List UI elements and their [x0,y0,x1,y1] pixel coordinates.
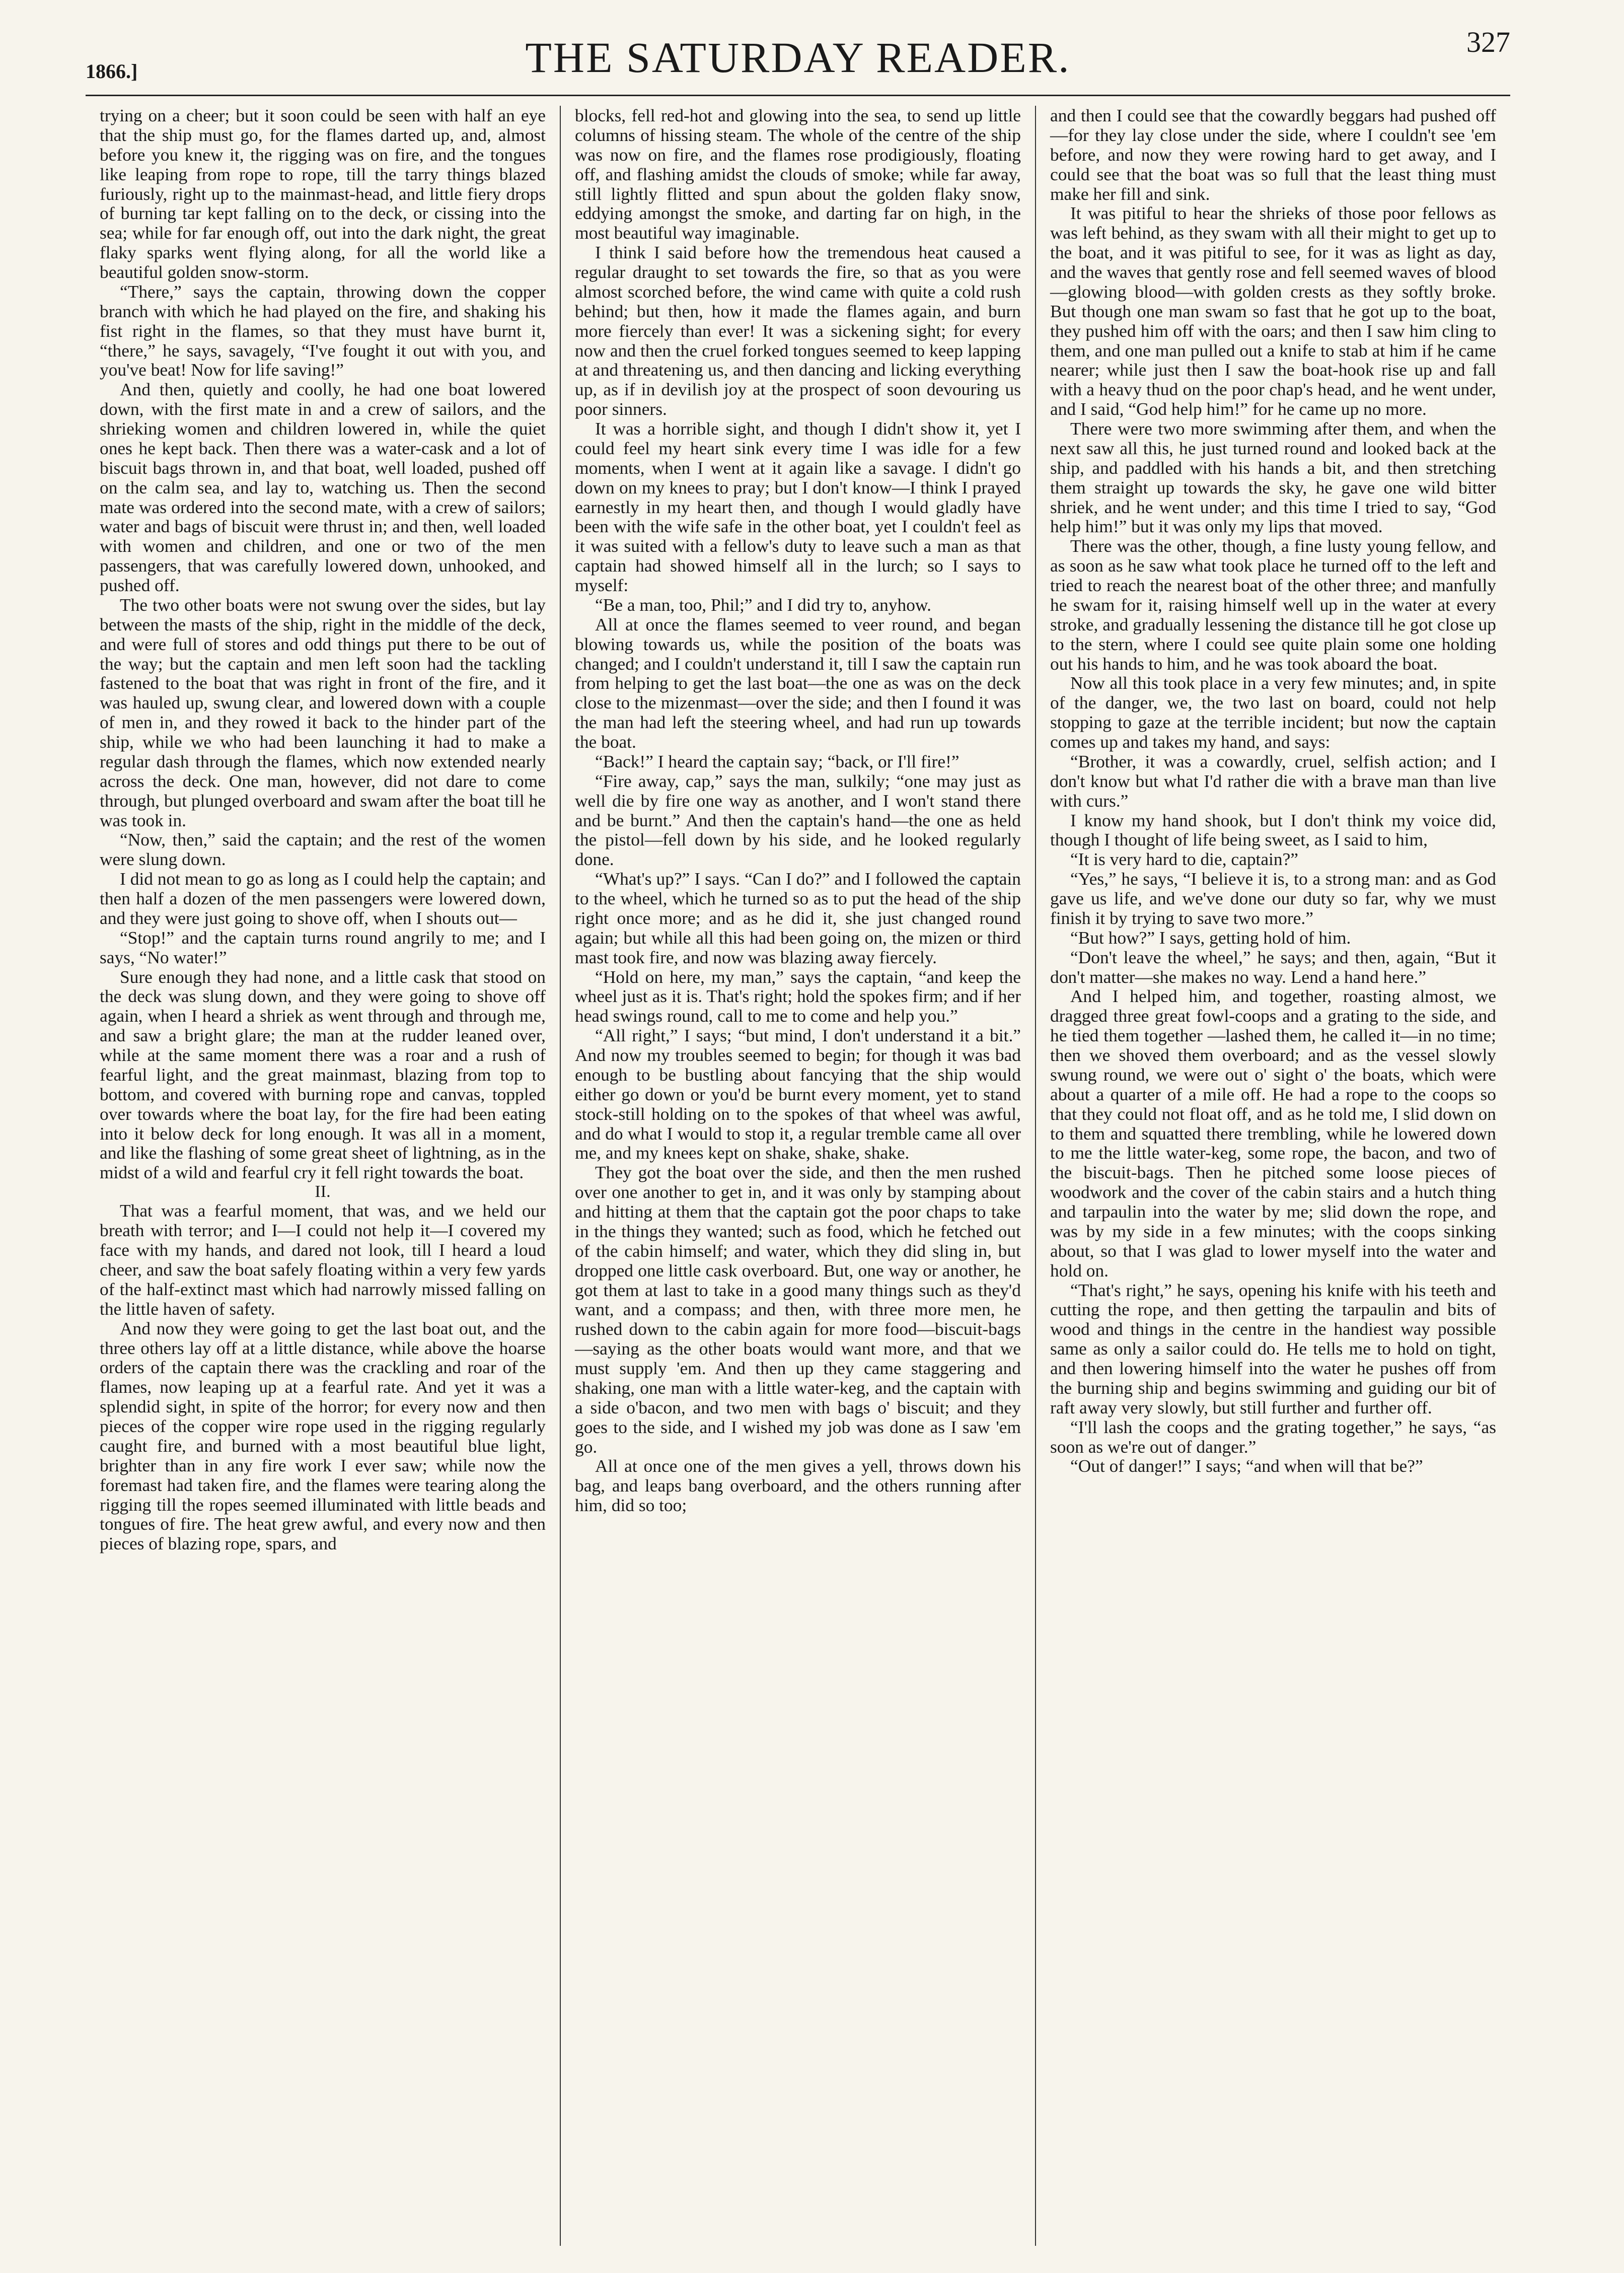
paragraph: That was a fearful moment, that was, and we held our breath with terror; and I—I could not help it—I covered my face with my hands, and dared not look, till I heard a loud cheer, and saw the boat safely floating within a very few yards of the half-extinct mast which had narrowly missed falling on the little haven of safety. [100,1200,546,1319]
paragraph: “Out of danger!” I says; “and when will that be?” [1070,1456,1423,1476]
paragraph: They got the boat over the side, and then the men rushed over one another to get in, and it was only by stamping about and hitting at them that the captain got the poor chaps to take in the things they wanted; such as food, which he fetched out of the cabin himself; and water, which they did sling in, but dropped one little cask overboard. But, one way or another, he got them at last to take in a good many things such as they'd want, and a compass; and then, with three more men, he rushed down to the cabin again for more food—biscuit-bags—saying as the other boats would want more, and that we must supply 'em. And then up they came staggering and shaking, one man with a little water-keg, and the captain with a side o'bacon, and two men with bags o' biscuit; and they goes to the side, and I wished my job was done as I saw 'em go. [575,1162,1021,1457]
paragraph: “Yes,” he says, “I believe it is, to a strong man: and as God gave us life, and we've done our duty so far, why we must finish it by trying to save two more.” [1050,869,1496,928]
text-columns [86,106,1510,2246]
paragraph: “Don't leave the wheel,” he says; and then, again, “But it don't matter—she makes no way. Lend a hand here.” [1050,947,1496,987]
paragraph: Sure enough they had none, and a little cask that stood on the deck was slung down, and they were going to shove off again, when I heard a shriek as went through and through me, and saw a bright glare; the man at the rudder leaned over, while at the same moment there was a roar and a rush of fearful light, and the great mainmast, blazing from top to bottom, and covered with burning rope and canvas, toppled over towards where the boat lay, for the fire had been eating into it below deck for long enough. It was all in a moment, and like the flashing of some great sheet of lightning, as in the midst of a wild and fearful cry it fell right towards the boat. [100,966,546,1183]
paragraph: I did not mean to go as long as I could help the captain; and then half a dozen of the men passengers were lowered down, and they were just going to shove off, when I shouts out— [100,869,546,928]
paragraph: Now all this took place in a very few minutes; and, in spite of the danger, we, the two last on board, could not help stopping to gaze at the terrible incident; but now the captain comes up and takes my hand, and says: [1050,673,1496,752]
paragraph: “Now, then,” said the captain; and the rest of the women were slung down. [100,829,546,870]
issue-date: 1866.] [86,60,138,83]
section-heading: II. [315,1182,331,1201]
column-2 [560,106,1035,2246]
paragraph: “But how?” I says, getting hold of him. [1070,927,1351,948]
paragraph: And I helped him, and together, roasting almost, we dragged three great fowl-coops and a grating to the side, and he tied them together —lashed them, he called it—in no time; then we shoved them overboard; and as the vessel slowly swung round, we were out o' sight o' the boats, which were about a quarter of a mile off. He had a rope to the coops so that they could not float off, and as he told me, I slid down on to them and squatted there trembling, while he lowered down to me the little water-keg, some rope, the bacon, and two of the biscuit-bags. Then he pitched some loose pieces of woodwork and the cover of the cabin stairs and a hutch thing and tarpaulin into the water by me; slid down the rope, and was by my side in a few minutes; with the coops sinking about, so that I was glad to lower myself into the water and hold on. [1050,986,1496,1281]
publication-title: THE SATURDAY READER. [525,33,1071,82]
column-3 [1035,106,1510,2246]
paragraph: “There,” says the captain, throwing down the copper branch with which he had played on the fire, and shaking his fist right in the flames, so that they must have burnt it, “there,” he says, savagely, “I've fought it out with you, and you've beat! Now for life saving!” [100,281,546,380]
paragraph: I know my hand shook, but I don't think my voice did, though I thought of life being sweet, as I said to him, [1050,810,1496,850]
paragraph: blocks, fell red-hot and glowing into the sea, to send up little columns of hissing steam. The whole of the centre of the ship was now on fire, and the flames rose prodigiously, floating off, and flashing amidst the clouds of smoke; while far away, still lightly flitted and spun about the golden flaky snow, eddying amongst the smoke, and darting far on high, in the most beautiful way imaginable. [575,106,1021,243]
paragraph: The two other boats were not swung over the sides, but lay between the masts of the ship, right in the middle of the deck, and were full of stores and odd things put there to be out of the way; but the captain and men left soon had the tackling fastened to the boat that was right in front of the fire, and it was hauled up, swung clear, and lowered down with a couple of men in, and they rowed it back to the hinder part of the ship, while we who had been launching it had to make a regular dash through the flames, which now extended nearly across the deck. One man, however, did not dare to come through, but plunged overboard and swam after the boat till he was took in. [100,594,546,830]
paragraph: I think I said before how the tremendous heat caused a regular draught to set towards the fire, so that as you were almost scorched before, the wind came with quite a cold rush behind; but then, how it made the flames again, and burn more fiercely than ever! It was a sickening sight; for every now and then the cruel forked tongues seemed to keep lapping at and threatening us, and then dancing and licking everything up, as if in devilish joy at the prospect of soon devouring us poor sinners. [575,242,1021,419]
paragraph: “I'll lash the coops and the grating together,” he says, “as soon as we're out of danger.” [1050,1416,1496,1457]
paragraph: “Back!” I heard the captain say; “back, or I'll fire!” [595,751,959,771]
paragraph: “That's right,” he says, opening his knife with his teeth and cutting the rope, and then getting the tarpaulin and bits of wood and things in the centre in the handiest way possible same as only a sailor could do. He tells me to hold on tight, and then lowering himself into the water he pushes off from the burning ship and begins swimming and guiding our bit of raft away very slowly, but still further and further off. [1050,1280,1496,1417]
column-1 [86,106,560,2246]
paragraph: There was the other, though, a fine lusty young fellow, and as soon as he saw what took place he turned off to the left and tried to reach the nearest boat of the other three; and manfully he swam for it, raising himself well up in the water at every stroke, and gradually lessening the distance till he got close up to the stern, where I could see quite plain some one holding out his hands to him, and he was took aboard the boat. [1050,536,1496,674]
paragraph: “It is very hard to die, captain?” [1070,849,1298,870]
page-number: 327 [1466,26,1510,58]
paragraph: “All right,” I says; “but mind, I don't understand it a bit.” And now my troubles seemed to begin; for though it was bad enough to be bustling about fancying that the ship would either go down or you'd be burnt every moment, yet to stand stock-still holding on to the spokes of that wheel was awful, and do what I would to stop it, a regular tremble came all over me, and my knees kept on shake, shake, shake. [575,1025,1021,1163]
paragraph: “Stop!” and the captain turns round angrily to me; and I says, “No water!” [100,927,546,967]
paragraph: and then I could see that the cowardly beggars had pushed off—for they lay close under the side, where I couldn't see 'em before, and now they were rowing hard to get away, and I could see that the boat was so full that the least thing must make her fill and sink. [1050,106,1496,204]
paragraph: It was pitiful to hear the shrieks of those poor fellows as was left behind, as they swam with all their might to get up to the boat, and it was pitiful to see, for it was as light as day, and the waves that gently rose and fell seemed waves of blood—glowing blood—with golden crests as they softly broke. But though one man swam so fast that he got up to the boat, they pushed him off with the oars; and then I saw him cling to them, and one man pulled out a knife to stab at him if he came nearer; while just then I saw the boat-hook rise up and fall with a heavy thud on the poor chap's head, and he went under, and I said, “God help him!” for he came up no more. [1050,203,1496,419]
paragraph: “What's up?” I says. “Can I do?” and I followed the captain to the wheel, which he turned so as to put the head of the ship right once more; and as he did it, she just changed round again; but while all this had been going on, the mizen or third mast took fire, and now was blazing away fiercely. [575,869,1021,967]
newspaper-page [86,20,1510,2256]
paragraph: There were two more swimming after them, and when the next saw all this, he just turned round and looked back at the ship, and paddled with his hands a bit, and then stretching them straight up towards the sky, he gave one wild bitter shriek, and he went under; and this time I tried to say, “God help him!” but it was only my lips that moved. [1050,418,1496,537]
paragraph: It was a horrible sight, and though I didn't show it, yet I could feel my heart sink every time I was idle for a few moments, when I went at it again like a savage. I didn't go down on my knees to pray; but I don't know—I think I prayed earnestly in my heart then, and though I would gladly have been with the wife safe in the other boat, yet I couldn't feel as it was suited with a fellow's duty to leave such a man as that captain had showed himself all in the lurch; so I says to myself: [575,418,1021,595]
header-rule [86,95,1510,96]
paragraph: “Hold on here, my man,” says the captain, “and keep the wheel just as it is. That's right; hold the spokes firm; and if her head swings round, call to me to come and help you.” [575,966,1021,1026]
paragraph: All at once one of the men gives a yell, throws down his bag, and leaps bang overboard, and the others running after him, did so too; [575,1456,1021,1516]
paragraph: “Brother, it was a cowardly, cruel, selfish action; and I don't know but what I'd rather die with a brave man than live with curs.” [1050,751,1496,811]
paragraph: And now they were going to get the last boat out, and the three others lay off at a little distance, while above the hoarse orders of the captain there was the crackling and roar of the flames, now leaping up at a fearful rate. And yet it was a splendid sight, in spite of the horror; for every now and then pieces of the copper wire rope used in the rigging regularly caught fire, and burned with a most beautiful blue light, brighter than in any fire work I ever saw; while now the foremast had taken fire, and the flames were tearing along the rigging till the ropes seemed illuminated with little beads and tongues of fire. The heat grew awful, and every now and then pieces of blazing rope, spars, and [100,1318,546,1554]
paragraph: trying on a cheer; but it soon could be seen with half an eye that the ship must go, for the flames darted up, and, almost before you knew it, the rigging was on fire, and the tongues like leaping from rope to rope, till the tarry things blazed furiously, right up to the mainmast-head, and little fiery drops of burning tar kept falling on to the deck, or cissing into the sea; while for far enough off, out into the dark night, the great flaky sparks went flying along, for all the world like a beautiful golden snow-storm. [100,106,546,282]
paragraph: All at once the flames seemed to veer round, and began blowing towards us, while the position of the boats was changed; and I couldn't understand it, till I saw the captain run from helping to get the last boat—the one as was on the deck close to the mizenmast—over the side; and then I found it was the man had left the steering wheel, and had run up towards the boat. [575,614,1021,752]
masthead [86,20,1510,96]
paragraph: “Be a man, too, Phil;” and I did try to, anyhow. [595,594,932,615]
paragraph: “Fire away, cap,” says the man, sulkily; “one may just as well die by fire one way as another, and I won't stand there and be burnt.” And then the captain's hand—the one as held the pistol—fell down by his side, and he looked regularly done. [575,770,1021,870]
paragraph: And then, quietly and coolly, he had one boat lowered down, with the first mate in and a crew of sailors, and the shrieking women and children lowered in, while the quiet ones he kept back. Then there was a water-cask and a lot of biscuit bags thrown in, and that boat, well loaded, pushed off on the calm sea, and lay to, watching us. Then the second mate was ordered into the second mate, with a crew of sailors; water and bags of biscuit were thrust in; and then, well loaded with women and children, and one or two of the men passengers, that was carefully lowered down, unhooked, and pushed off. [100,379,546,595]
